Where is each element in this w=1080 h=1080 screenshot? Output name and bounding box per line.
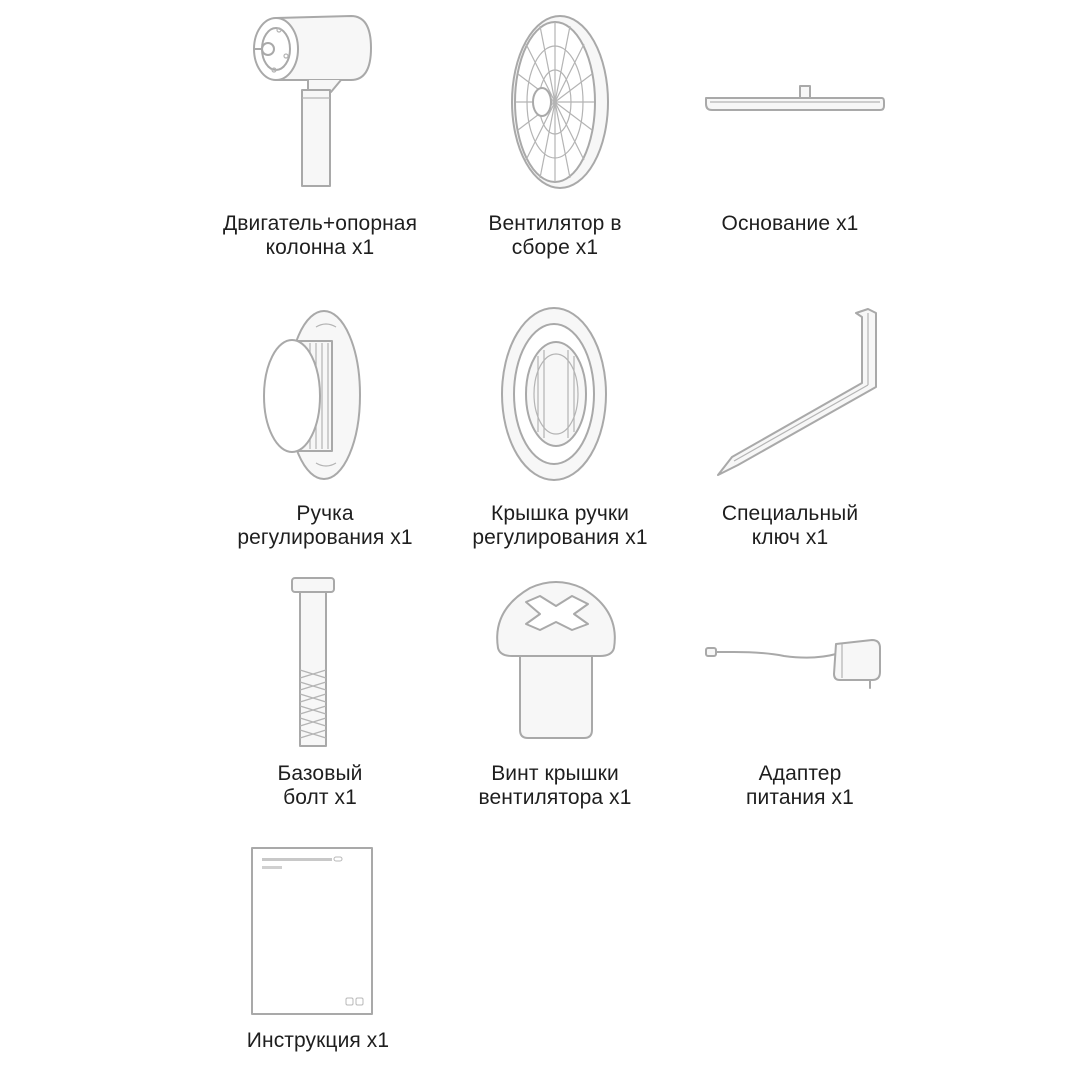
fan-cover-screw-icon	[492, 572, 622, 744]
caption-line: Крышка ручки	[490, 502, 630, 525]
adjustment-knob-icon	[260, 305, 370, 483]
caption-line: болт x1	[283, 786, 357, 809]
item-caption	[455, 502, 665, 550]
item-caption	[455, 762, 655, 810]
caption-line: Базовый	[277, 762, 363, 785]
caption-line: ключ x1	[751, 526, 829, 549]
item-caption	[680, 212, 900, 236]
item-caption	[210, 502, 440, 550]
base-bolt-icon	[288, 574, 338, 750]
item-caption	[680, 502, 900, 550]
power-adapter-icon	[704, 636, 886, 692]
caption-line: Винт крышки	[491, 762, 619, 785]
caption-line: Вентилятор в	[488, 212, 622, 235]
caption-line: регулирования x1	[237, 526, 413, 549]
caption-line: питания x1	[746, 786, 854, 809]
caption-line: колонна x1	[265, 236, 375, 259]
caption-line: сборе x1	[511, 236, 599, 259]
caption-line: Ручка	[296, 502, 354, 525]
caption-line: Специальный	[721, 502, 859, 525]
item-caption	[210, 762, 430, 810]
item-caption	[200, 212, 440, 260]
fan-assembly-icon	[500, 14, 620, 190]
motor-column-icon	[246, 8, 386, 188]
knob-cover-icon	[498, 304, 616, 486]
caption-line: Адаптер	[758, 762, 842, 785]
item-caption	[695, 762, 905, 810]
caption-line: Инструкция x1	[246, 1029, 390, 1052]
special-wrench-icon	[710, 305, 886, 483]
caption-line: вентилятора x1	[478, 786, 632, 809]
item-caption	[440, 212, 670, 260]
manual-icon	[250, 846, 374, 1016]
caption-line: Основание x1	[721, 212, 859, 235]
caption-line: Двигатель+опорная	[222, 212, 418, 235]
base-icon	[704, 82, 886, 122]
caption-line: регулирования x1	[472, 526, 648, 549]
item-caption	[208, 1029, 428, 1053]
